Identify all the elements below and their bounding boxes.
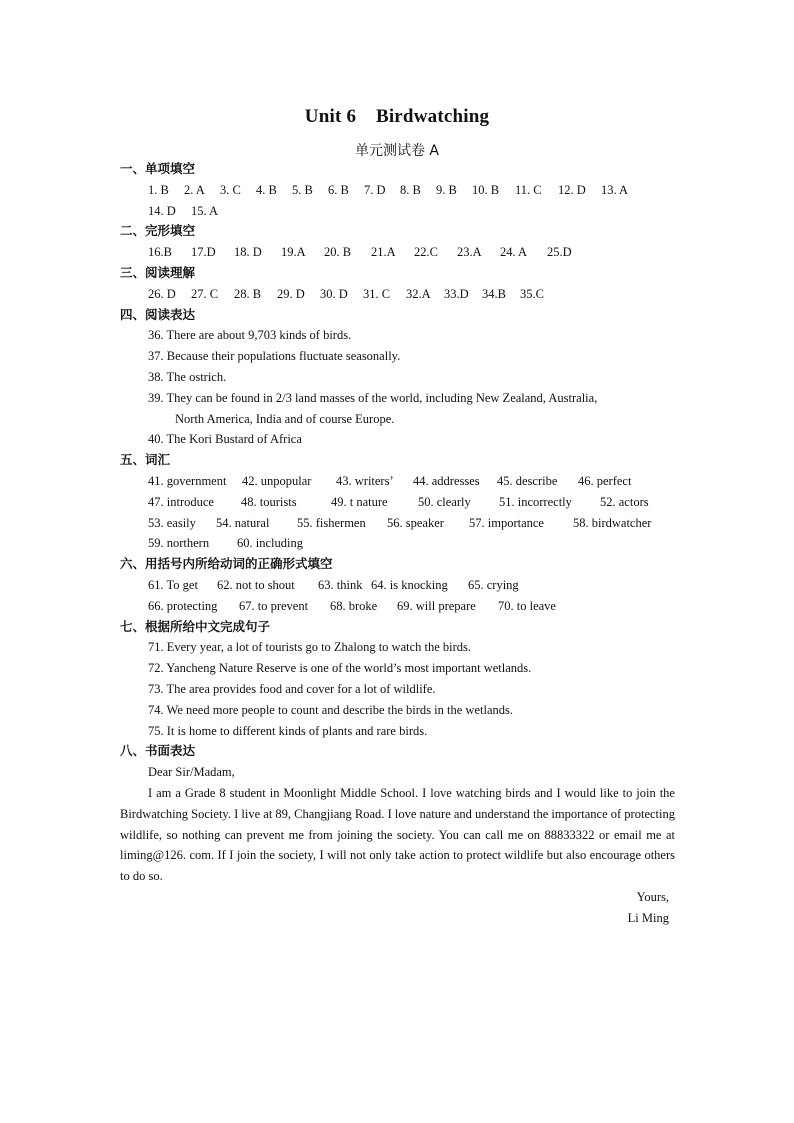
- letter-greeting: Dear Sir/Madam,: [148, 765, 235, 780]
- answer-item: 46. perfect: [578, 473, 632, 488]
- answer-item: 59. northern: [148, 536, 210, 551]
- answer-item: 48. tourists: [241, 494, 297, 509]
- section-heading-2: 二、完形填空: [120, 223, 196, 239]
- answer-item: 5. B: [292, 182, 313, 197]
- answer-item: 57. importance: [469, 515, 544, 530]
- answer-item: 67. to prevent: [239, 598, 309, 613]
- answer-item: 17.D: [191, 245, 216, 260]
- letter-body: I am a Grade 8 student in Moonlight Middle School. I love watching birds and I would like to join the Birdwatching Society. I live at 89, Changjiang Road. I love nature and understand the importance of protecting wildlife, so nothing can prevent me from joining the society. You can call me on 88833322 or email me at liming@126. com. If I join the society, I will not only take action to protect wildlife but also encourage others to do so.: [120, 785, 675, 884]
- answer-item: 10. B: [472, 182, 500, 197]
- answer-item: 62. not to shout: [217, 577, 295, 592]
- answer-item: 24. A: [500, 245, 528, 260]
- answer-row-2: [120, 201, 675, 222]
- vocab-row-2: [120, 492, 675, 513]
- vocab-row-4: [120, 533, 675, 554]
- answer-item: 66. protecting: [148, 598, 218, 613]
- answer-item: 26. D: [148, 286, 176, 301]
- answer-item: 31. C: [363, 286, 391, 301]
- answer-item: 54. natural: [216, 515, 270, 530]
- answer-item: 12. D: [558, 182, 586, 197]
- answer-item: 27. C: [191, 286, 219, 301]
- answer-73: 73. The area provides food and cover for a lot of wildlife.: [148, 681, 436, 696]
- answer-item: 21.A: [371, 245, 396, 260]
- answer-40: 40. The Kori Bustard of Africa: [148, 432, 302, 447]
- answer-item: 3. C: [220, 182, 241, 197]
- page-subtitle: 单元测试卷 A: [354, 143, 440, 159]
- answer-item: 7. D: [364, 182, 386, 197]
- answer-item: 13. A: [601, 182, 629, 197]
- answer-74: 74. We need more people to count and describe the birds in the wetlands.: [148, 702, 513, 717]
- answer-item: 23.A: [457, 245, 482, 260]
- answer-item: 14. D: [148, 203, 176, 218]
- answer-item: 11. C: [515, 182, 542, 197]
- answer-75: 75. It is home to different kinds of plants and rare birds.: [148, 723, 428, 738]
- section-heading-8: 八、书面表达: [120, 743, 196, 759]
- section-heading-7: 七、根据所给中文完成句子: [120, 618, 271, 634]
- answer-item: 49. t nature: [331, 494, 388, 509]
- answer-item: 18. D: [234, 245, 262, 260]
- section-heading-6: 六、用括号内所给动词的正确形式填空: [120, 556, 333, 572]
- answer-item: 58. birdwatcher: [573, 515, 652, 530]
- answer-item: 65. crying: [468, 577, 519, 592]
- answer-row-3: [120, 242, 675, 263]
- answer-item: 33.D: [444, 286, 469, 301]
- answer-item: 51. incorrectly: [499, 494, 572, 509]
- section-heading-5: 五、词汇: [120, 452, 171, 468]
- answer-71: 71. Every year, a lot of tourists go to Zhalong to watch the birds.: [148, 640, 472, 655]
- verb-row-1: [120, 575, 675, 596]
- answer-item: 41. government: [148, 473, 227, 488]
- vocab-row-3: [120, 513, 675, 534]
- answer-37: 37. Because their populations fluctuate seasonally.: [148, 349, 401, 364]
- answer-item: 44. addresses: [413, 473, 480, 488]
- answer-item: 8. B: [400, 182, 421, 197]
- answer-item: 4. B: [256, 182, 277, 197]
- section-heading-1: 一、单项填空: [120, 161, 196, 176]
- letter-closing: Yours,: [636, 889, 669, 904]
- vocab-row-1: [120, 471, 675, 492]
- answer-item: 19.A: [281, 245, 306, 260]
- answer-item: 1. B: [148, 182, 169, 197]
- answer-36: 36. There are about 9,703 kinds of birds.: [148, 328, 352, 343]
- answer-item: 70. to leave: [498, 598, 556, 613]
- answer-item: 20. B: [324, 245, 352, 260]
- answer-item: 43. writers’: [336, 473, 394, 488]
- answer-item: 60. including: [237, 536, 303, 551]
- letter-signature: Li Ming: [627, 910, 669, 925]
- answer-item: 15. A: [191, 203, 219, 218]
- answer-72: 72. Yancheng Nature Reserve is one of the world’s most important wetlands.: [148, 661, 532, 676]
- answer-item: 2. A: [184, 182, 205, 197]
- answer-38: 38. The ostrich.: [148, 369, 227, 384]
- answer-item: 53. easily: [148, 515, 196, 530]
- answer-item: 9. B: [436, 182, 457, 197]
- answer-item: 35.C: [520, 286, 544, 301]
- answer-item: 61. To get: [148, 577, 198, 592]
- answer-item: 63. think: [318, 577, 363, 592]
- section-heading-3: 三、阅读理解: [120, 264, 196, 280]
- answer-item: 29. D: [277, 286, 305, 301]
- answer-item: 34.B: [482, 286, 506, 301]
- answer-item: 47. introduce: [148, 494, 214, 509]
- answer-item: 68. broke: [330, 598, 378, 613]
- answer-item: 45. describe: [497, 473, 558, 488]
- verb-row-2: [120, 596, 675, 617]
- answer-row-1: [120, 180, 675, 201]
- answer-item: 28. B: [234, 286, 262, 301]
- answer-39: 39. They can be found in 2/3 land masses of the world, including New Zealand, Australia,: [148, 390, 598, 405]
- answer-content: [120, 159, 675, 928]
- answer-item: 32.A: [406, 286, 431, 301]
- answer-item: 50. clearly: [418, 494, 471, 509]
- answer-item: 55. fishermen: [297, 515, 366, 530]
- section-heading-4: 四、阅读表达: [120, 306, 196, 322]
- answer-item: 16.B: [148, 245, 172, 260]
- page-title: Unit 6 Birdwatching: [304, 106, 490, 127]
- answer-row-4: [120, 284, 675, 305]
- answer-item: 56. speaker: [387, 515, 444, 530]
- answer-item: 42. unpopular: [242, 473, 312, 488]
- answer-item: 69. will prepare: [397, 598, 476, 613]
- answer-item: 22.C: [414, 245, 438, 260]
- answer-item: 64. is knocking: [371, 577, 448, 592]
- answer-item: 6. B: [328, 182, 349, 197]
- answer-item: 25.D: [547, 245, 572, 260]
- answer-39-continued: North America, India and of course Europe.: [175, 411, 395, 426]
- answer-item: 52. actors: [600, 494, 649, 509]
- answer-item: 30. D: [320, 286, 348, 301]
